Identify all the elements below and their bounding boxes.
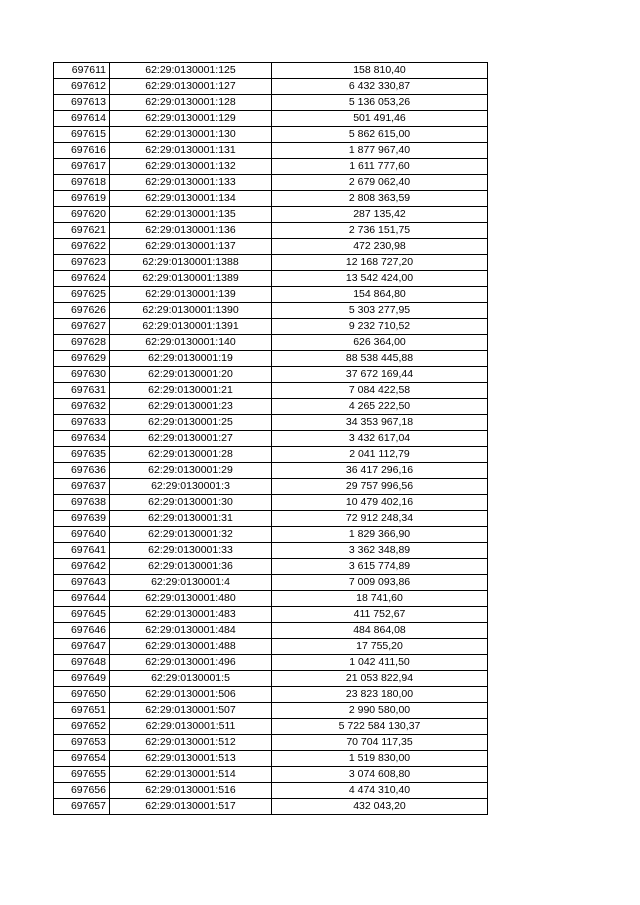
row-id-cell: 697624 (54, 271, 110, 287)
value-cell: 432 043,20 (272, 799, 488, 815)
value-cell: 23 823 180,00 (272, 687, 488, 703)
cadastral-number-cell: 62:29:0130001:3 (110, 479, 272, 495)
value-cell: 626 364,00 (272, 335, 488, 351)
row-id-cell: 697646 (54, 623, 110, 639)
row-id-cell: 697630 (54, 367, 110, 383)
cadastral-number-cell: 62:29:0130001:135 (110, 207, 272, 223)
cadastral-number-cell: 62:29:0130001:4 (110, 575, 272, 591)
table-row (54, 479, 488, 495)
cadastral-number-cell: 62:29:0130001:29 (110, 463, 272, 479)
cadastral-number-cell: 62:29:0130001:483 (110, 607, 272, 623)
cadastral-number-cell: 62:29:0130001:517 (110, 799, 272, 815)
row-id-cell: 697628 (54, 335, 110, 351)
row-id-cell: 697616 (54, 143, 110, 159)
cadastral-number-cell: 62:29:0130001:129 (110, 111, 272, 127)
value-cell: 29 757 996,56 (272, 479, 488, 495)
cadastral-number-cell: 62:29:0130001:488 (110, 639, 272, 655)
value-cell: 2 990 580,00 (272, 703, 488, 719)
row-id-cell: 697620 (54, 207, 110, 223)
cadastral-number-cell: 62:29:0130001:134 (110, 191, 272, 207)
cadastral-number-cell: 62:29:0130001:507 (110, 703, 272, 719)
cadastral-number-cell: 62:29:0130001:32 (110, 527, 272, 543)
table-row (54, 367, 488, 383)
value-cell: 484 864,08 (272, 623, 488, 639)
table-row (54, 623, 488, 639)
table-row (54, 351, 488, 367)
value-cell: 1 519 830,00 (272, 751, 488, 767)
value-cell: 3 615 774,89 (272, 559, 488, 575)
row-id-cell: 697635 (54, 447, 110, 463)
value-cell: 37 672 169,44 (272, 367, 488, 383)
table-row (54, 735, 488, 751)
table-row (54, 543, 488, 559)
cadastral-number-cell: 62:29:0130001:21 (110, 383, 272, 399)
cadastral-number-cell: 62:29:0130001:23 (110, 399, 272, 415)
row-id-cell: 697637 (54, 479, 110, 495)
value-cell: 13 542 424,00 (272, 271, 488, 287)
row-id-cell: 697654 (54, 751, 110, 767)
row-id-cell: 697618 (54, 175, 110, 191)
row-id-cell: 697633 (54, 415, 110, 431)
value-cell: 6 432 330,87 (272, 79, 488, 95)
row-id-cell: 697651 (54, 703, 110, 719)
cadastral-number-cell: 62:29:0130001:516 (110, 783, 272, 799)
value-cell: 10 479 402,16 (272, 495, 488, 511)
cadastral-number-cell: 62:29:0130001:125 (110, 63, 272, 79)
cadastral-number-cell: 62:29:0130001:1390 (110, 303, 272, 319)
table-row (54, 767, 488, 783)
value-cell: 287 135,42 (272, 207, 488, 223)
row-id-cell: 697629 (54, 351, 110, 367)
table-row (54, 575, 488, 591)
value-cell: 3 074 608,80 (272, 767, 488, 783)
value-cell: 12 168 727,20 (272, 255, 488, 271)
value-cell: 72 912 248,34 (272, 511, 488, 527)
value-cell: 34 353 967,18 (272, 415, 488, 431)
table-row (54, 671, 488, 687)
row-id-cell: 697617 (54, 159, 110, 175)
table-row (54, 527, 488, 543)
value-cell: 3 432 617,04 (272, 431, 488, 447)
table-row (54, 303, 488, 319)
table-row (54, 159, 488, 175)
row-id-cell: 697631 (54, 383, 110, 399)
value-cell: 18 741,60 (272, 591, 488, 607)
value-cell: 5 303 277,95 (272, 303, 488, 319)
value-cell: 2 679 062,40 (272, 175, 488, 191)
cadastral-number-cell: 62:29:0130001:25 (110, 415, 272, 431)
table-row (54, 239, 488, 255)
cadastral-number-cell: 62:29:0130001:131 (110, 143, 272, 159)
value-cell: 1 042 411,50 (272, 655, 488, 671)
cadastral-number-cell: 62:29:0130001:506 (110, 687, 272, 703)
row-id-cell: 697643 (54, 575, 110, 591)
value-cell: 5 862 615,00 (272, 127, 488, 143)
row-id-cell: 697642 (54, 559, 110, 575)
value-cell: 2 736 151,75 (272, 223, 488, 239)
row-id-cell: 697615 (54, 127, 110, 143)
value-cell: 9 232 710,52 (272, 319, 488, 335)
table-row (54, 79, 488, 95)
table-row (54, 783, 488, 799)
row-id-cell: 697611 (54, 63, 110, 79)
row-id-cell: 697636 (54, 463, 110, 479)
table-row (54, 191, 488, 207)
table-row (54, 639, 488, 655)
cadastral-number-cell: 62:29:0130001:28 (110, 447, 272, 463)
row-id-cell: 697638 (54, 495, 110, 511)
row-id-cell: 697634 (54, 431, 110, 447)
row-id-cell: 697626 (54, 303, 110, 319)
value-cell: 17 755,20 (272, 639, 488, 655)
cadastral-number-cell: 62:29:0130001:19 (110, 351, 272, 367)
table-row (54, 591, 488, 607)
cadastral-number-cell: 62:29:0130001:496 (110, 655, 272, 671)
row-id-cell: 697650 (54, 687, 110, 703)
data-table (53, 62, 488, 815)
row-id-cell: 697649 (54, 671, 110, 687)
row-id-cell: 697647 (54, 639, 110, 655)
cadastral-number-cell: 62:29:0130001:5 (110, 671, 272, 687)
cadastral-number-cell: 62:29:0130001:27 (110, 431, 272, 447)
row-id-cell: 697652 (54, 719, 110, 735)
row-id-cell: 697625 (54, 287, 110, 303)
table-row (54, 655, 488, 671)
row-id-cell: 697622 (54, 239, 110, 255)
cadastral-number-cell: 62:29:0130001:30 (110, 495, 272, 511)
cadastral-number-cell: 62:29:0130001:1388 (110, 255, 272, 271)
row-id-cell: 697612 (54, 79, 110, 95)
cadastral-number-cell: 62:29:0130001:133 (110, 175, 272, 191)
table-row (54, 495, 488, 511)
cadastral-number-cell: 62:29:0130001:511 (110, 719, 272, 735)
value-cell: 154 864,80 (272, 287, 488, 303)
cadastral-number-cell: 62:29:0130001:128 (110, 95, 272, 111)
table-row (54, 511, 488, 527)
cadastral-number-cell: 62:29:0130001:33 (110, 543, 272, 559)
value-cell: 411 752,67 (272, 607, 488, 623)
row-id-cell: 697639 (54, 511, 110, 527)
value-cell: 21 053 822,94 (272, 671, 488, 687)
table-row (54, 703, 488, 719)
value-cell: 1 829 366,90 (272, 527, 488, 543)
cadastral-number-cell: 62:29:0130001:31 (110, 511, 272, 527)
row-id-cell: 697623 (54, 255, 110, 271)
value-cell: 3 362 348,89 (272, 543, 488, 559)
table-row (54, 751, 488, 767)
cadastral-number-cell: 62:29:0130001:514 (110, 767, 272, 783)
cadastral-number-cell: 62:29:0130001:139 (110, 287, 272, 303)
value-cell: 1 877 967,40 (272, 143, 488, 159)
value-cell: 7 009 093,86 (272, 575, 488, 591)
cadastral-number-cell: 62:29:0130001:480 (110, 591, 272, 607)
value-cell: 5 722 584 130,37 (272, 719, 488, 735)
value-cell: 7 084 422,58 (272, 383, 488, 399)
row-id-cell: 697619 (54, 191, 110, 207)
row-id-cell: 697640 (54, 527, 110, 543)
cadastral-number-cell: 62:29:0130001:513 (110, 751, 272, 767)
row-id-cell: 697621 (54, 223, 110, 239)
table-row (54, 719, 488, 735)
value-cell: 5 136 053,26 (272, 95, 488, 111)
table-row (54, 63, 488, 79)
value-cell: 4 474 310,40 (272, 783, 488, 799)
row-id-cell: 697641 (54, 543, 110, 559)
table-row (54, 399, 488, 415)
row-id-cell: 697627 (54, 319, 110, 335)
table-row (54, 607, 488, 623)
value-cell: 501 491,46 (272, 111, 488, 127)
value-cell: 2 041 112,79 (272, 447, 488, 463)
cadastral-number-cell: 62:29:0130001:20 (110, 367, 272, 383)
cadastral-number-cell: 62:29:0130001:127 (110, 79, 272, 95)
cadastral-number-cell: 62:29:0130001:140 (110, 335, 272, 351)
table-row (54, 271, 488, 287)
table-row (54, 335, 488, 351)
row-id-cell: 697645 (54, 607, 110, 623)
table-row (54, 559, 488, 575)
value-cell: 2 808 363,59 (272, 191, 488, 207)
table-row (54, 463, 488, 479)
row-id-cell: 697657 (54, 799, 110, 815)
value-cell: 4 265 222,50 (272, 399, 488, 415)
table-row (54, 431, 488, 447)
cadastral-number-cell: 62:29:0130001:132 (110, 159, 272, 175)
cadastral-number-cell: 62:29:0130001:136 (110, 223, 272, 239)
row-id-cell: 697644 (54, 591, 110, 607)
cadastral-number-cell: 62:29:0130001:36 (110, 559, 272, 575)
cadastral-number-cell: 62:29:0130001:130 (110, 127, 272, 143)
table-row (54, 319, 488, 335)
table-row (54, 687, 488, 703)
row-id-cell: 697653 (54, 735, 110, 751)
table-row (54, 383, 488, 399)
table-row (54, 127, 488, 143)
cadastral-number-cell: 62:29:0130001:137 (110, 239, 272, 255)
table-body (54, 63, 488, 815)
table-row (54, 287, 488, 303)
value-cell: 36 417 296,16 (272, 463, 488, 479)
table-row (54, 223, 488, 239)
value-cell: 70 704 117,35 (272, 735, 488, 751)
table-row (54, 207, 488, 223)
value-cell: 88 538 445,88 (272, 351, 488, 367)
row-id-cell: 697632 (54, 399, 110, 415)
table-row (54, 447, 488, 463)
table-row (54, 95, 488, 111)
cadastral-number-cell: 62:29:0130001:1391 (110, 319, 272, 335)
cadastral-number-cell: 62:29:0130001:512 (110, 735, 272, 751)
table-row (54, 415, 488, 431)
value-cell: 472 230,98 (272, 239, 488, 255)
table-row (54, 143, 488, 159)
row-id-cell: 697648 (54, 655, 110, 671)
table-row (54, 175, 488, 191)
row-id-cell: 697656 (54, 783, 110, 799)
row-id-cell: 697655 (54, 767, 110, 783)
table-row (54, 799, 488, 815)
row-id-cell: 697614 (54, 111, 110, 127)
cadastral-number-cell: 62:29:0130001:1389 (110, 271, 272, 287)
table-row (54, 111, 488, 127)
row-id-cell: 697613 (54, 95, 110, 111)
cadastral-number-cell: 62:29:0130001:484 (110, 623, 272, 639)
table-row (54, 255, 488, 271)
value-cell: 158 810,40 (272, 63, 488, 79)
value-cell: 1 611 777,60 (272, 159, 488, 175)
